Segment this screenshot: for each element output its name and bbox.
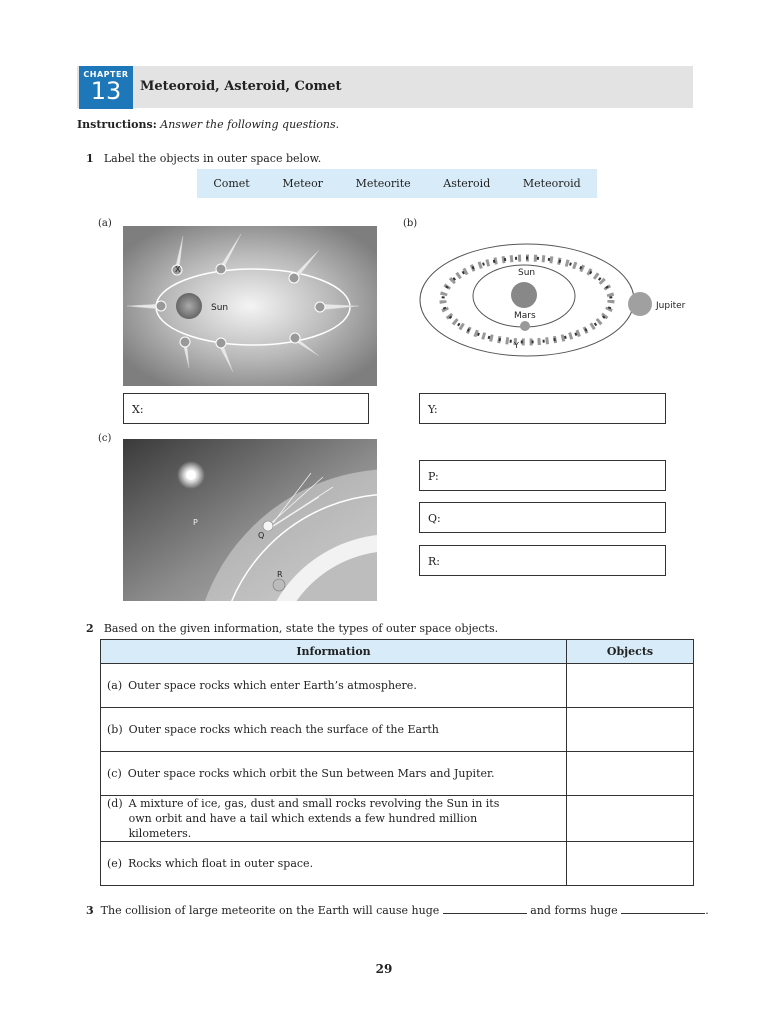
table-row bbox=[101, 708, 694, 752]
fig-c-q-label: Q bbox=[258, 531, 265, 540]
fig-c-p-label: P bbox=[193, 518, 198, 527]
word-bank bbox=[197, 169, 597, 198]
fig-a-sun-label: Sun bbox=[211, 303, 229, 313]
question-1 bbox=[86, 147, 321, 166]
row-letter: (d) bbox=[107, 797, 123, 810]
q3-number: 3 bbox=[86, 904, 94, 917]
fig-b-jupiter-label: Jupiter bbox=[656, 301, 686, 311]
objects-answer-cell[interactable] bbox=[567, 796, 694, 842]
info-cell bbox=[101, 708, 567, 752]
instructions bbox=[77, 118, 339, 131]
row-text: Outer space rocks which orbit the Sun between Mars and Jupiter. bbox=[127, 767, 495, 780]
table-header-row bbox=[101, 640, 694, 664]
word-bank-item: Meteorite bbox=[355, 177, 411, 190]
objects-answer-cell[interactable] bbox=[567, 842, 694, 886]
chapter-number: 13 bbox=[90, 77, 122, 105]
answer-y-label: Y: bbox=[428, 403, 438, 416]
word-bank-item: Meteor bbox=[282, 177, 323, 190]
header-objects: Objects bbox=[567, 640, 694, 664]
figure-c-meteor-earth bbox=[123, 439, 377, 601]
header-information: Information bbox=[101, 640, 567, 664]
chapter-badge bbox=[79, 66, 133, 109]
fig-a-label: (a) bbox=[98, 218, 112, 229]
q3-text-part1: The collision of large meteorite on the Earth will cause huge bbox=[100, 904, 440, 917]
q3-text-part2: and forms huge bbox=[530, 904, 618, 917]
row-text: Rocks which float in outer space. bbox=[128, 857, 314, 870]
info-table bbox=[100, 639, 694, 886]
fig-a-x-label: X bbox=[175, 265, 181, 274]
answer-x-label: X: bbox=[132, 403, 144, 416]
question-3 bbox=[86, 904, 709, 917]
row-letter: (c) bbox=[107, 767, 122, 780]
answer-box-r[interactable] bbox=[419, 545, 666, 576]
fig-b-mars-label: Mars bbox=[514, 311, 536, 321]
page-number: 29 bbox=[375, 962, 393, 976]
row-text: Outer space rocks which enter Earth’s atmosphere. bbox=[128, 679, 417, 692]
info-cell bbox=[101, 796, 567, 842]
fig-b-label: (b) bbox=[403, 218, 418, 229]
q3-period: . bbox=[705, 904, 709, 917]
fig-b-y-label: Y bbox=[514, 341, 519, 350]
row-text: A mixture of ice, gas, dust and small rocks revolving the Sun in its own orbit and have a tail which extends a few hundred million kilometers. bbox=[128, 797, 500, 840]
objects-answer-cell[interactable] bbox=[567, 708, 694, 752]
q3-blank-1[interactable] bbox=[443, 904, 527, 914]
answer-box-p[interactable] bbox=[419, 460, 666, 491]
table-row bbox=[101, 842, 694, 886]
chapter-title: Meteoroid, Asteroid, Comet bbox=[140, 79, 342, 94]
info-cell bbox=[101, 752, 567, 796]
info-cell bbox=[101, 842, 567, 886]
q1-number: 1 bbox=[86, 152, 94, 165]
answer-box-y[interactable] bbox=[419, 393, 666, 424]
answer-p-label: P: bbox=[428, 470, 439, 483]
chapter-label: CHAPTER bbox=[83, 70, 129, 79]
word-bank-item: Meteoroid bbox=[522, 177, 581, 190]
figure-b-asteroid-belt bbox=[418, 236, 694, 372]
q1-text: Label the objects in outer space below. bbox=[103, 152, 322, 165]
table-row bbox=[101, 664, 694, 708]
row-text: Outer space rocks which reach the surface of the Earth bbox=[128, 723, 439, 736]
answer-q-label: Q: bbox=[428, 512, 441, 525]
instructions-text: Answer the following questions. bbox=[160, 118, 340, 131]
table-row bbox=[101, 796, 694, 842]
instructions-label: Instructions: bbox=[77, 118, 157, 131]
figure-a-comet-orbit bbox=[123, 226, 377, 386]
objects-answer-cell[interactable] bbox=[567, 752, 694, 796]
row-letter: (b) bbox=[107, 723, 123, 736]
fig-c-label: (c) bbox=[98, 433, 112, 444]
row-letter: (a) bbox=[107, 679, 123, 692]
word-bank-item: Comet bbox=[213, 177, 250, 190]
fig-c-r-label: R bbox=[277, 570, 283, 579]
objects-answer-cell[interactable] bbox=[567, 664, 694, 708]
word-bank-item: Asteroid bbox=[443, 177, 491, 190]
info-cell bbox=[101, 664, 567, 708]
q3-blank-2[interactable] bbox=[621, 904, 705, 914]
row-letter: (e) bbox=[107, 857, 123, 870]
q2-number: 2 bbox=[86, 622, 94, 635]
fig-b-sun-label: Sun bbox=[518, 268, 536, 278]
answer-box-x[interactable] bbox=[123, 393, 369, 424]
table-row bbox=[101, 752, 694, 796]
question-2 bbox=[86, 617, 498, 636]
q2-text: Based on the given information, state the types of outer space objects. bbox=[103, 622, 499, 635]
answer-box-q[interactable] bbox=[419, 502, 666, 533]
answer-r-label: R: bbox=[428, 555, 440, 568]
